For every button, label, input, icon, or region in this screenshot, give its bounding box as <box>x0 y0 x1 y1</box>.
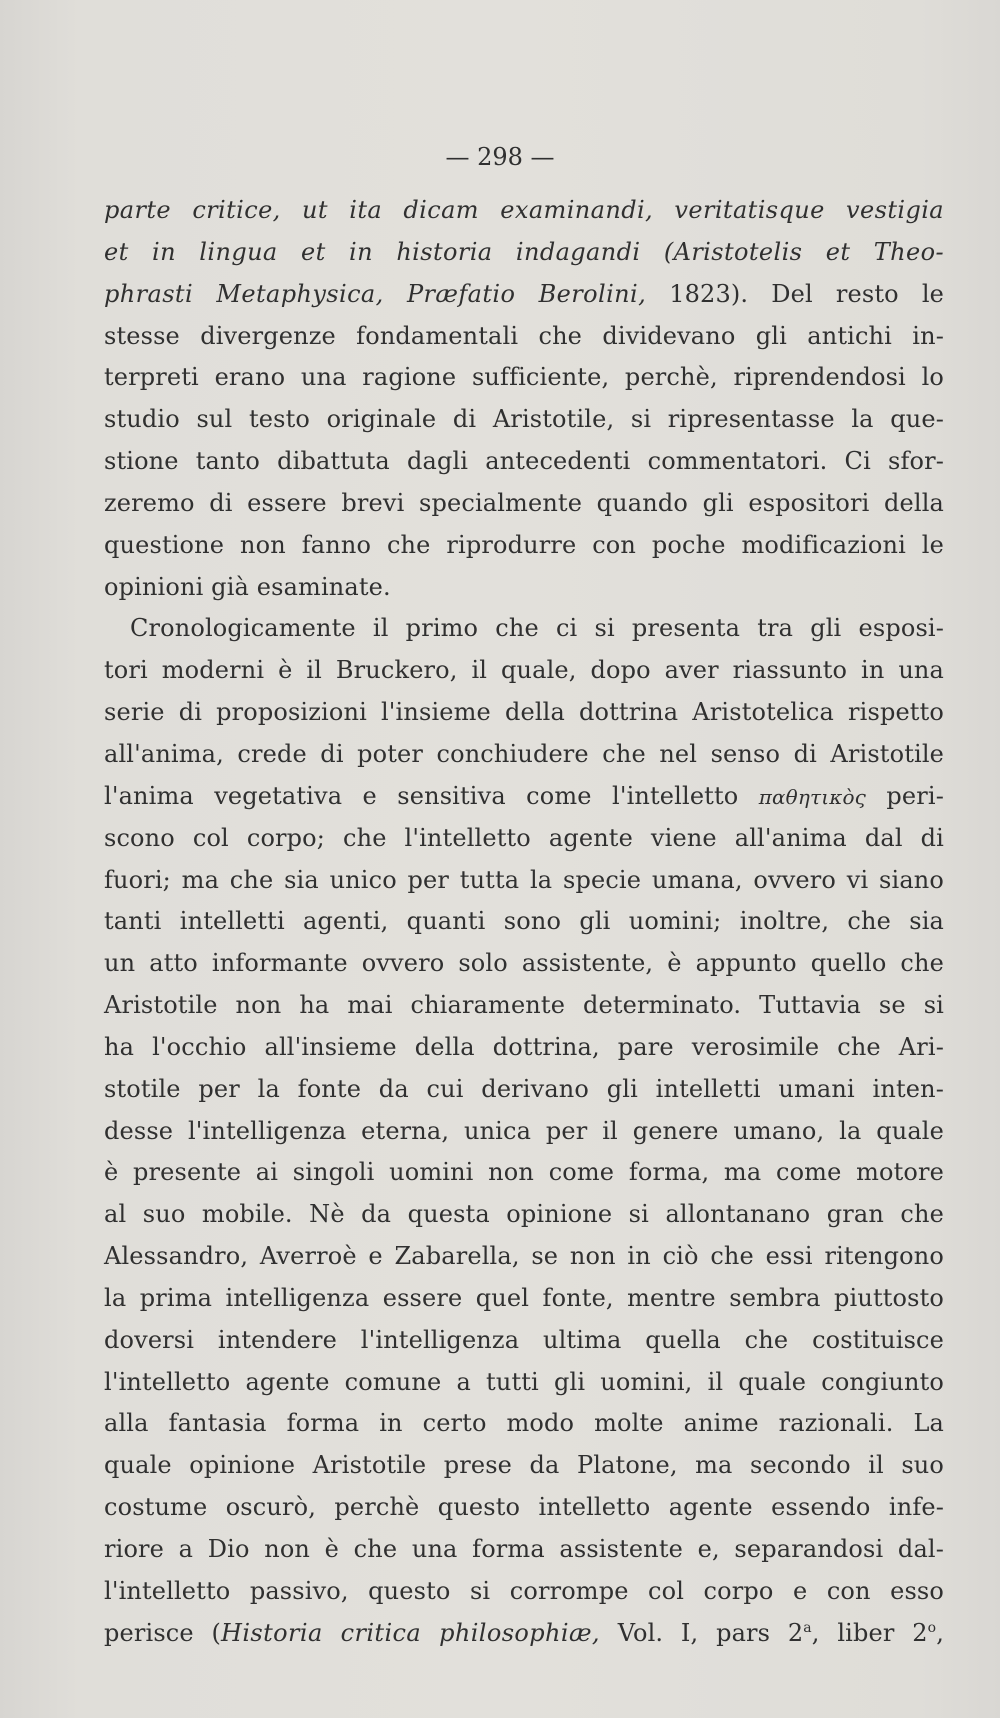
text-span: quale opinione Aristotile prese da Platone, ma secondo il suo <box>104 1451 944 1480</box>
text-line <box>104 1027 944 1069</box>
text-span: l'intelletto agente comune a tutti gli uomini, il quale congiunto <box>104 1367 944 1396</box>
text-line <box>104 1403 944 1445</box>
text-line <box>104 818 944 860</box>
text-line <box>104 943 944 985</box>
text-span: stotile per la fonte da cui derivano gli intelletti umani inten- <box>104 1074 944 1103</box>
text-span: costume oscurò, perchè questo intelletto agente essendo infe- <box>104 1493 944 1522</box>
text-line <box>104 1194 944 1236</box>
text-span: riore a Dio non è che una forma assistente e, separandosi dal- <box>104 1535 944 1563</box>
superscript-text: o <box>927 1619 937 1636</box>
text-line <box>104 1320 944 1362</box>
text-span: studio sul testo originale di Aristotile, si ripresentasse la que- <box>104 405 944 434</box>
greek-text: παθητικὸς <box>758 784 867 809</box>
text-line <box>104 734 944 776</box>
text-span: alla fantasia forma in certo modo molte anime razionali. La <box>104 1409 944 1438</box>
text-span: zeremo di essere brevi specialmente quando gli espositori della <box>104 488 944 517</box>
text-span: all'anima, crede di poter conchiudere che nel senso di Aristotile <box>104 739 944 768</box>
text-line <box>104 1445 944 1487</box>
text-span: 1823). Del resto le <box>646 279 944 308</box>
text-line <box>104 567 944 609</box>
italic-text: parte critice, ut ita dicam examinandi, veritatisque vestigia <box>104 196 944 224</box>
text-line <box>104 608 944 650</box>
text-span: perisce ( <box>104 1618 221 1647</box>
text-span: terpreti erano una ragione sufficiente, perchè, riprendendosi lo <box>104 363 944 392</box>
text-span: Aristotile non ha mai chiaramente determinato. Tuttavia se si <box>104 991 944 1020</box>
text-line <box>104 441 944 483</box>
text-span: la prima intelligenza essere quel fonte, mentre sembra piuttosto <box>104 1283 944 1312</box>
text-line <box>104 1069 944 1111</box>
text-line <box>104 483 944 525</box>
text-span: tori moderni è il Bruckero, il quale, dopo aver riassunto in una <box>104 656 944 685</box>
text-line <box>104 776 944 818</box>
text-span: è presente ai singoli uomini non come forma, ma come motore <box>104 1158 944 1187</box>
text-span: fuori; ma che sia unico per tutta la specie umana, ovvero vi siano <box>104 865 944 894</box>
text-line <box>104 190 944 232</box>
text-line <box>104 901 944 943</box>
text-line <box>104 692 944 734</box>
text-span: stesse divergenze fondamentali che dividevano gli antichi in- <box>104 321 944 350</box>
text-line <box>104 1571 944 1613</box>
text-span: , liber 2 <box>811 1618 928 1647</box>
text-line <box>104 1278 944 1320</box>
text-line <box>104 1613 944 1655</box>
text-line <box>104 1487 944 1529</box>
text-span: stione tanto dibattuta dagli antecedenti commentatori. Ci sfor- <box>104 447 944 476</box>
text-span: , <box>936 1618 944 1647</box>
text-span: l'anima vegetativa e sensitiva come l'intelletto <box>104 781 759 810</box>
text-span: l'intelletto passivo, questo si corrompe col corpo e con esso <box>104 1576 944 1605</box>
page-number: — 298 — <box>445 143 555 171</box>
text-span: un atto informante ovvero solo assistente, è appunto quello che <box>104 949 944 978</box>
text-line <box>104 1529 944 1571</box>
text-span: doversi intendere l'intelligenza ultima quella che costituisce <box>104 1325 944 1354</box>
text-line <box>104 274 944 316</box>
italic-text: Historia critica philosophiæ, <box>220 1618 600 1647</box>
text-span: questione non fanno che riprodurre con poche modificazioni le <box>104 530 944 559</box>
text-line <box>104 1362 944 1404</box>
text-span: Alessandro, Averroè e Zabarella, se non in ciò che essi ritengono <box>104 1242 944 1271</box>
text-line <box>104 860 944 902</box>
text-line <box>104 1111 944 1153</box>
text-span: tanti intelletti agenti, quanti sono gli uomini; inoltre, che sia <box>104 907 944 936</box>
superscript-text: a <box>803 1619 812 1636</box>
italic-text: phrasti Metaphysica, Præfatio Berolini, <box>104 279 647 308</box>
text-line <box>104 650 944 692</box>
text-span: desse l'intelligenza eterna, unica per il genere umano, la quale <box>104 1116 944 1145</box>
text-line <box>104 525 944 567</box>
text-line <box>104 1236 944 1278</box>
text-line <box>104 232 944 274</box>
text-span: Cronologicamente il primo che ci si presenta tra gli esposi- <box>130 614 944 643</box>
text-span: serie di proposizioni l'insieme della dottrina Aristotelica rispetto <box>104 698 944 727</box>
body-text <box>104 190 944 1655</box>
text-span: al suo mobile. Nè da questa opinione si allontanano gran che <box>104 1200 944 1229</box>
text-line <box>104 1152 944 1194</box>
italic-text: et in lingua et in historia indagandi (Aristotelis et Theo- <box>104 237 944 266</box>
text-span: scono col corpo; che l'intelletto agente viene all'anima dal di <box>104 823 944 852</box>
text-span: opinioni già esaminate. <box>104 572 391 601</box>
text-span: ha l'occhio all'insieme della dottrina, pare verosimile che Ari- <box>104 1032 944 1061</box>
text-span: Vol. I, pars 2 <box>599 1618 804 1647</box>
text-span: peri- <box>866 781 944 810</box>
text-line <box>104 985 944 1027</box>
text-line <box>104 357 944 399</box>
text-line <box>104 316 944 358</box>
text-line <box>104 399 944 441</box>
